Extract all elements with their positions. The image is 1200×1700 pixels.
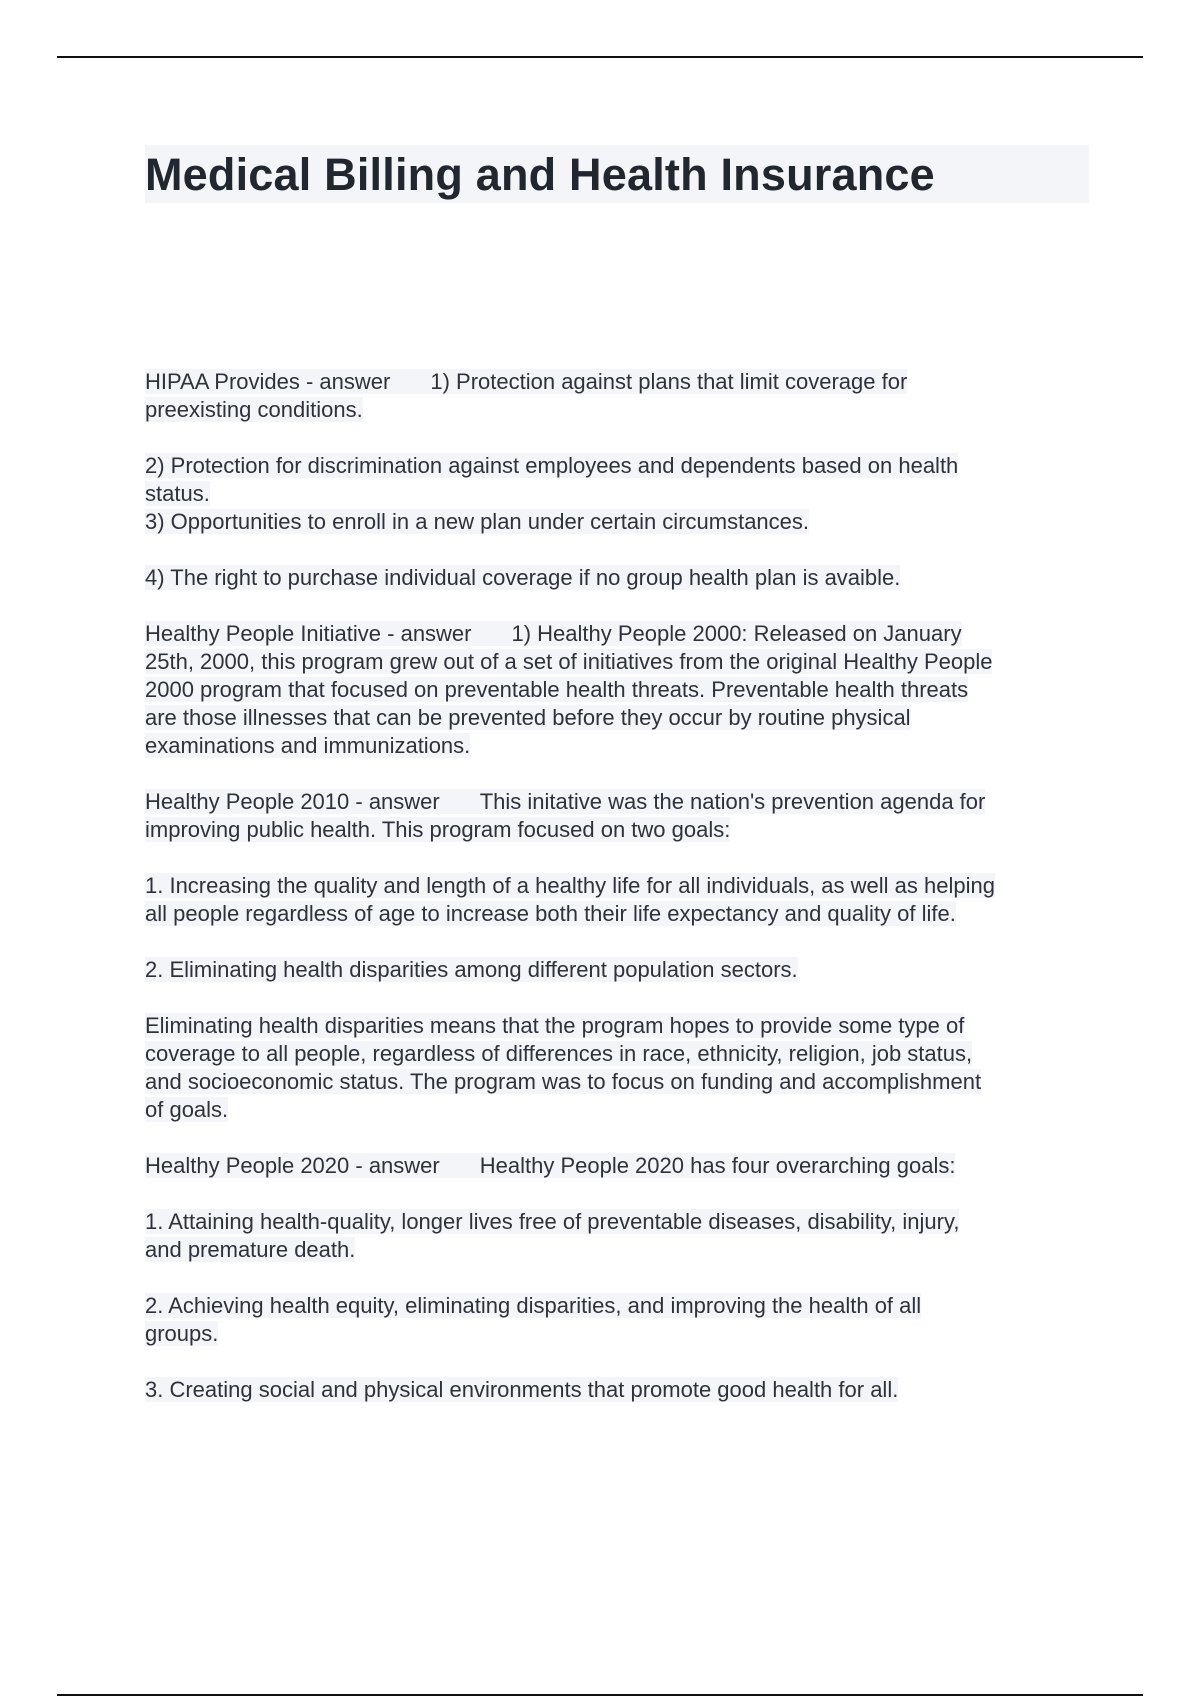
answer-text: 2000 program that focused on preventable health threats. Preventable health threats [145, 677, 969, 702]
answer-text: This initative was the nation's prevention agenda for [479, 789, 986, 814]
answer-text: improving public health. This program focused on two goals: [145, 817, 731, 842]
answer-text: 25th, 2000, this program grew out of a set of initiatives from the original Healthy People [145, 649, 993, 674]
qa-hipaa-items [145, 452, 1095, 536]
question-label: HIPAA Provides - answer [145, 369, 391, 394]
answer-text: examinations and immunizations. [145, 733, 471, 758]
answer-text: 3. Creating social and physical environments that promote good health for all. [145, 1377, 899, 1402]
qa-hipaa-item-4 [145, 564, 1095, 592]
bottom-rule [57, 1694, 1143, 1696]
answer-text: 3) Opportunities to enroll in a new plan under certain circumstances. [145, 509, 810, 534]
page-title: Medical Billing and Health Insurance [145, 149, 935, 200]
qa-2020-goal-3 [145, 1376, 1095, 1404]
qa-healthy-people-2020 [145, 1152, 1095, 1180]
answer-text: of goals. [145, 1097, 229, 1122]
answer-text: are those illnesses that can be prevented before they occur by routine physical [145, 705, 911, 730]
question-label: Healthy People 2010 - answer [145, 789, 440, 814]
answer-text: coverage to all people, regardless of differences in race, ethnicity, religion, job status, [145, 1041, 973, 1066]
answer-text: 2. Eliminating health disparities among different population sectors. [145, 957, 798, 982]
qa-2010-goal-1 [145, 872, 1095, 928]
answer-text: 1. Increasing the quality and length of a healthy life for all individuals, as well as helping [145, 873, 995, 898]
answer-text: 1) Protection against plans that limit coverage for [430, 369, 908, 394]
answer-text: status. [145, 481, 210, 506]
answer-text: and socioeconomic status. The program was to focus on funding and accomplishment [145, 1069, 982, 1094]
qa-hipaa [145, 368, 1095, 424]
qa-healthy-people-initiative [145, 620, 1095, 760]
answer-text: 2. Achieving health equity, eliminating disparities, and improving the health of all [145, 1293, 922, 1318]
answer-text: Eliminating health disparities means that the program hopes to provide some type of [145, 1013, 965, 1038]
question-label: Healthy People Initiative - answer [145, 621, 472, 646]
qa-2020-goal-1 [145, 1208, 1095, 1264]
answer-text: 4) The right to purchase individual coverage if no group health plan is avaible. [145, 565, 901, 590]
qa-2010-paragraph [145, 1012, 1095, 1124]
answer-text: 1) Healthy People 2000: Released on January [511, 621, 962, 646]
answer-text: and premature death. [145, 1237, 356, 1262]
answer-text: 1. Attaining health-quality, longer lives free of preventable diseases, disability, injury, [145, 1209, 960, 1234]
answer-text: 2) Protection for discrimination against employees and dependents based on health [145, 453, 959, 478]
top-rule [57, 56, 1143, 58]
question-label: Healthy People 2020 - answer [145, 1153, 440, 1178]
answer-text: groups. [145, 1321, 219, 1346]
answer-text: Healthy People 2020 has four overarching goals: [479, 1153, 956, 1178]
document-body [145, 368, 1095, 1432]
qa-healthy-people-2010 [145, 788, 1095, 844]
answer-text: all people regardless of age to increase both their life expectancy and quality of life. [145, 901, 956, 926]
answer-text: preexisting conditions. [145, 397, 363, 422]
qa-2020-goal-2 [145, 1292, 1095, 1348]
qa-2010-goal-2 [145, 956, 1095, 984]
